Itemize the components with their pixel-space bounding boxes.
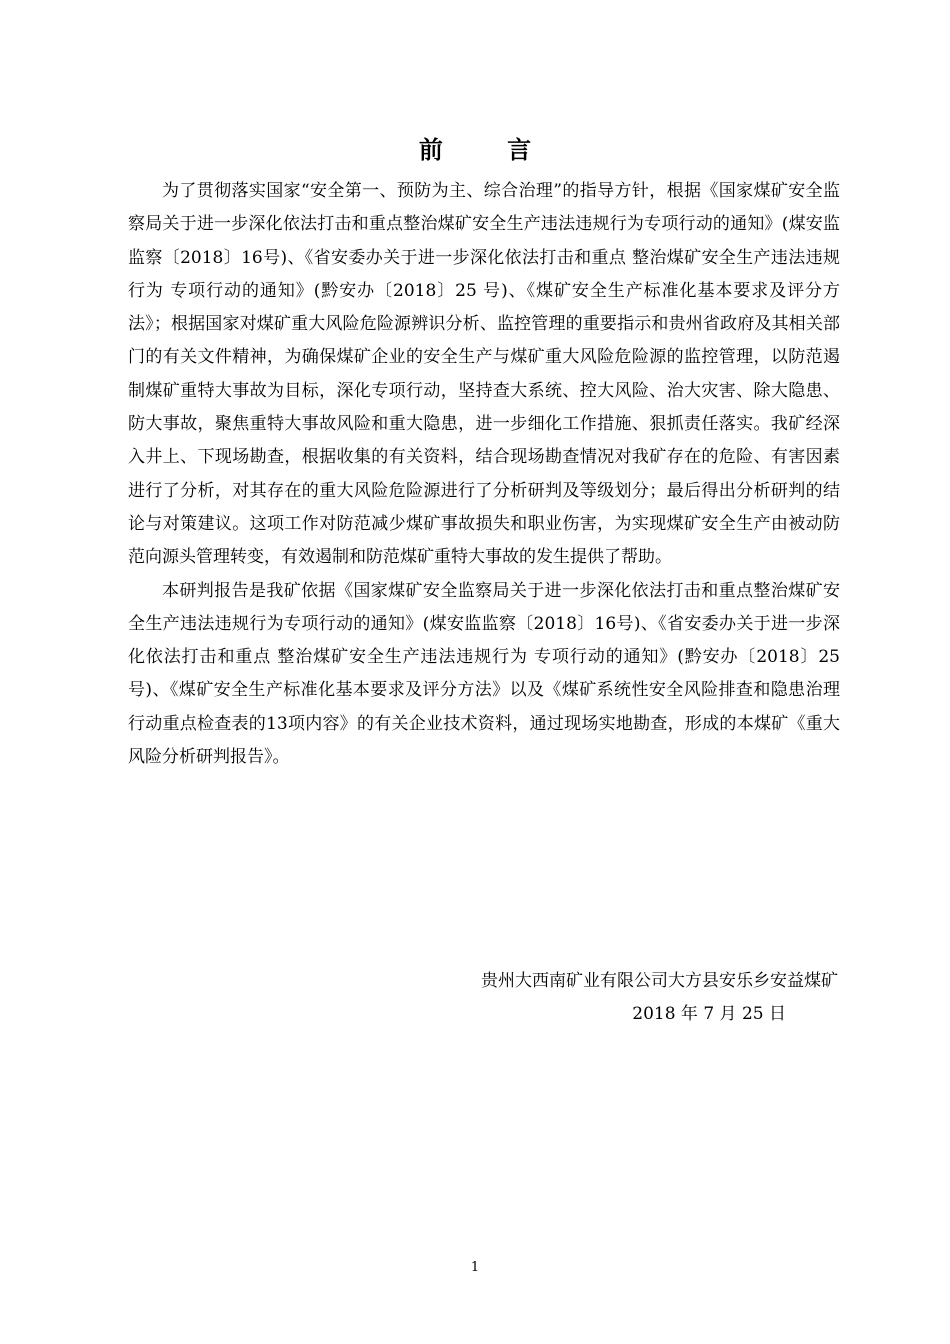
document-body [128, 175, 840, 774]
page-title: 前 言 [418, 135, 560, 164]
signature-date: 2018 年 7 月 25 日 [632, 1004, 786, 1024]
signature-organization: 贵州大西南矿业有限公司大方县安乐乡安益煤矿 [481, 971, 838, 991]
signature-block [481, 965, 838, 1031]
page-number: 1 [470, 1260, 480, 1275]
paragraph-background: 为了贯彻落实国家“安全第一、预防为主、综合治理”的指导方针，根据《国家煤矿安全监察局关于进一步深化依法打击和重点整治煤矿安全生产违法违规行为专项行动的通知》(煤安监监察〔2018〕16号)、《省安委办关于进一步深化依法打击和重点 整治煤矿安全生产违法违规行为 专项行动的通知》(黔安办〔2018〕25 号)、《煤矿安全生产标准化基本要求及评分方法》；根据国家对煤矿重大风险危险源辨识分析、监控管理的重要指示和贵州省政府及其相关部门的有关文件精神，为确保煤矿企业的安全生产与煤矿重大风险危险源的监控管理，以防范遏制煤矿重特大事故为目标，深化专项行动，坚持查大系统、控大风险、治大灾害、除大隐患、防大事故，聚焦重特大事故风险和重大隐患，进一步细化工作措施、狠抓责任落实。我矿经深入井上、下现场勘查，根据收集的有关资料，结合现场勘查情况对我矿存在的危险、有害因素进行了分析，对其存在的重大风险危险源进行了分析研判及等级划分；最后得出分析研判的结论与对策建议。这项工作对防范减少煤矿事故损失和职业伤害，为实现煤矿安全生产由被动防范向源头管理转变，有效遏制和防范煤矿重特大事故的发生提供了帮助。 [128, 181, 840, 568]
paragraph-basis: 本研判报告是我矿依据《国家煤矿安全监察局关于进一步深化依法打击和重点整治煤矿安全生产违法违规行为专项行动的通知》(煤安监监察〔2018〕16号)、《省安委办关于进一步深化依法打击和重点 整治煤矿安全生产违法违规行为 专项行动的通知》(黔安办〔2018〕25 号)、《煤矿安全生产标准化基本要求及评分方法》以及《煤矿系统性安全风险排查和隐患治理行动重点检查表的13项内容》的有关企业技术资料，通过现场实地勘查，形成的本煤矿《重大风险分析研判报告》。 [128, 580, 840, 768]
